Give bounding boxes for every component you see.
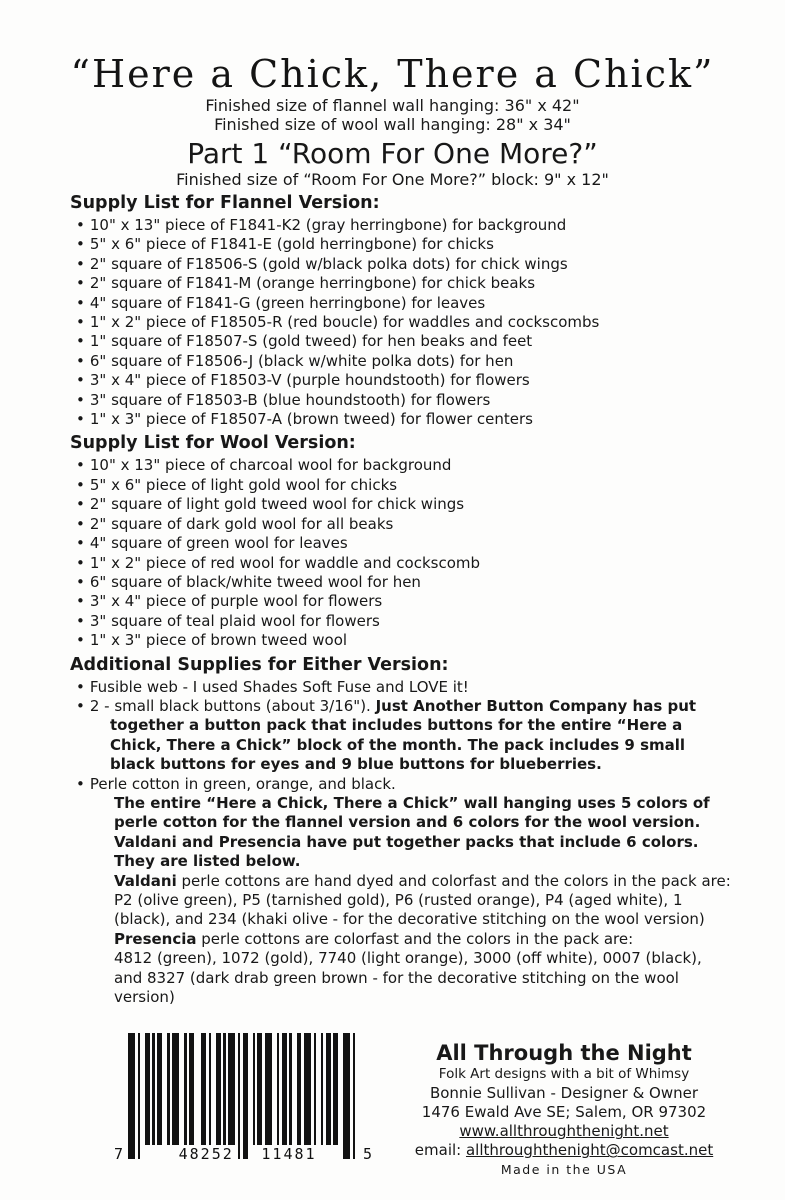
barcode-digit-trail: 5 [362, 1145, 372, 1164]
wool-list [70, 456, 733, 650]
list-item-text: 2" square of F1841-M (orange herringbone) for chick beaks [89, 274, 536, 293]
wool-size-line: Finished size of wool wall hanging: 28" x 34" [214, 115, 571, 134]
barcode-bar [321, 1033, 323, 1145]
barcode-digit-lead: 7 [114, 1145, 124, 1164]
list-item-text: 2 - small black buttons (about 3/16"). [89, 696, 376, 715]
email-line [414, 1141, 714, 1160]
list-item-text: 2" square of light gold tweed wool for chick wings [89, 495, 465, 514]
bullet-icon: • [76, 592, 85, 611]
page-title: “Here a Chick, There a Chick” [70, 52, 715, 96]
barcode-bar [157, 1033, 162, 1145]
bullet-icon: • [76, 313, 85, 332]
list-item-text: 6" square of F18506-J (black w/white polka dots) for hen [89, 351, 514, 370]
bullet-icon: • [76, 696, 85, 715]
email-label: email: [414, 1141, 466, 1160]
barcode-bar [216, 1033, 221, 1145]
list-item [76, 631, 733, 650]
barcode-bar [326, 1033, 331, 1145]
barcode-bar [257, 1033, 262, 1145]
list-item-text: 1" x 3" piece of F18507-A (brown tweed) for flower centers [89, 410, 533, 429]
bullet-icon: • [76, 553, 85, 572]
part-title: Part 1 “Room For One More?” [187, 137, 598, 170]
list-item [76, 294, 733, 313]
list-item-text: 4" square of F1841-G (green herringbone) for leaves [89, 293, 486, 312]
barcode-bar [184, 1033, 186, 1145]
list-item-text: 5" x 6" piece of light gold wool for chicks [89, 475, 398, 494]
list-item [76, 391, 733, 410]
list-item [76, 313, 733, 332]
perle-paragraph: The entire “Here a Chick, There a Chick” wall hanging uses 5 colors of perle cotton for the flannel version and 6 colors for the wool version. Valdani and Presencia have put together packs that include 6 colors. [114, 793, 710, 851]
list-item [76, 371, 733, 390]
bullet-icon: • [76, 332, 85, 351]
list-item [76, 554, 733, 573]
list-item-perle-cotton [76, 775, 733, 794]
valdani-colors: P2 (olive green), P5 (tarnished gold), P6 (rusted orange), P4 (aged white), 1 (black), and 234 (khaki olive - for the decorative stitching on the wool version) [114, 891, 705, 929]
bullet-icon: • [76, 611, 85, 630]
barcode-bar [228, 1033, 235, 1145]
list-item-text: 3" x 4" piece of purple wool for flowers [89, 592, 383, 611]
header [0, 0, 785, 189]
valdani-line [114, 872, 733, 891]
barcode-bar [333, 1033, 338, 1145]
bullet-icon: • [76, 254, 85, 273]
barcode-bar [253, 1033, 255, 1145]
footer [0, 1033, 785, 1177]
barcode-bar [128, 1033, 135, 1159]
barcode-bar [282, 1033, 287, 1145]
barcode-bar [238, 1033, 240, 1159]
list-item [76, 456, 733, 475]
barcode-digits-right: 11481 [261, 1145, 317, 1164]
owner-line: Bonnie Sullivan - Designer & Owner [429, 1084, 699, 1103]
barcode-bar [243, 1033, 248, 1159]
presencia-line [114, 930, 733, 949]
bullet-icon: • [76, 631, 85, 650]
list-item-fusible-web [76, 678, 733, 697]
list-item-text: Perle cotton in green, orange, and black. [89, 774, 396, 793]
bullet-icon: • [76, 371, 85, 390]
made-in-usa: Made in the USA [500, 1162, 628, 1178]
list-item [76, 410, 733, 429]
barcode-bar [353, 1033, 355, 1159]
additional-heading: Additional Supplies for Either Version: [70, 654, 449, 675]
list-item-text: 10" x 13" piece of charcoal wool for background [89, 456, 452, 475]
barcode-bar [189, 1033, 194, 1145]
list-item [76, 573, 733, 592]
barcode-bar [167, 1033, 169, 1145]
list-item [76, 352, 733, 371]
bullet-icon: • [76, 534, 85, 553]
barcode-bar [145, 1033, 150, 1145]
list-item [76, 235, 733, 254]
barcode-bar [201, 1033, 206, 1145]
valdani-text: perle cottons are hand dyed and colorfast and the colors in the pack are: [176, 871, 731, 890]
bullet-icon: • [76, 514, 85, 533]
list-item [76, 274, 733, 293]
company-name: All Through the Night [436, 1041, 692, 1066]
barcode-bar [277, 1033, 279, 1145]
presencia-brand: Presencia [114, 929, 197, 948]
flannel-size-line: Finished size of flannel wall hanging: 36" x 42" [205, 96, 580, 115]
list-item [76, 476, 733, 495]
list-item-text: 3" square of teal plaid wool for flowers [89, 611, 380, 630]
list-item-text: 1" square of F18507-S (gold tweed) for hen beaks and feet [89, 332, 533, 351]
barcode-bar [223, 1033, 225, 1145]
website-link: www.allthroughthenight.net [459, 1122, 669, 1141]
barcode-digits-left: 48252 [178, 1145, 234, 1164]
perle-paragraph: They are listed below. [114, 852, 301, 871]
barcode-bar [265, 1033, 272, 1145]
bullet-icon: • [76, 475, 85, 494]
list-item [76, 612, 733, 631]
list-item-text-bold: Just Another Button Company has put together a button pack that includes buttons for the entire “Here a Chick, There a Chick” block of the month. The pack includes 9 small black buttons for eyes and 9 blue buttons for blueberries. [110, 696, 697, 774]
bullet-icon: • [76, 351, 85, 370]
bullet-icon: • [76, 774, 85, 793]
bullet-icon: • [76, 572, 85, 591]
list-item-text: 10" x 13" piece of F1841-K2 (gray herringbone) for background [89, 216, 567, 234]
barcode-bars [128, 1033, 358, 1164]
list-item-text: 1" x 3" piece of brown tweed wool [89, 631, 348, 650]
barcode-bar [304, 1033, 311, 1145]
bullet-icon: • [76, 235, 85, 254]
bullet-icon: • [76, 216, 85, 234]
list-item [76, 332, 733, 351]
bullet-icon: • [76, 274, 85, 293]
presencia-text: perle cottons are colorfast and the colors in the pack are: [196, 929, 634, 948]
list-item [76, 534, 733, 553]
block-size-line: Finished size of “Room For One More?” block: 9" x 12" [176, 170, 609, 189]
wool-heading: Supply List for Wool Version: [70, 433, 356, 454]
list-item-buttons [76, 697, 733, 775]
company-tagline: Folk Art designs with a bit of Whimsy [438, 1066, 690, 1083]
list-item-text: 1" x 2" piece of F18505-R (red boucle) for waddles and cockscombs [89, 313, 600, 332]
flannel-heading: Supply List for Flannel Version: [70, 193, 380, 213]
list-item-text: 3" square of F18503-B (blue houndstooth) for flowers [89, 390, 491, 409]
bullet-icon: • [76, 293, 85, 312]
list-item [76, 592, 733, 611]
list-item-text: Fusible web - I used Shades Soft Fuse and LOVE it! [89, 677, 469, 696]
valdani-brand: Valdani [114, 871, 177, 890]
bullet-icon: • [76, 495, 85, 514]
barcode-bar [172, 1033, 179, 1145]
barcode-bar [209, 1033, 211, 1145]
barcode-bar [343, 1033, 350, 1159]
list-item [76, 216, 733, 235]
additional-list [70, 678, 733, 1008]
bullet-icon: • [76, 456, 85, 475]
barcode-bar [289, 1033, 291, 1145]
bullet-icon: • [76, 390, 85, 409]
barcode-bar [152, 1033, 154, 1145]
barcode-bar [297, 1033, 302, 1145]
presencia-colors: 4812 (green), 1072 (gold), 7740 (light orange), 3000 (off white), 0007 (black), and 8327 (dark drab green brown - for the decorative stitching on the wool version) [114, 949, 702, 1007]
list-item-text: 6" square of black/white tweed wool for hen [89, 572, 421, 591]
flannel-list [70, 216, 733, 429]
list-item-text: 2" square of F18506-S (gold w/black polka dots) for chick wings [89, 254, 568, 273]
list-item-text: 2" square of dark gold wool for all beaks [89, 514, 394, 533]
content [70, 193, 733, 1007]
list-item-text: 3" x 4" piece of F18503-V (purple houndstooth) for flowers [89, 371, 530, 390]
list-item-text: 1" x 2" piece of red wool for waddle and cockscomb [89, 553, 481, 572]
bullet-icon: • [76, 677, 85, 696]
list-item [76, 495, 733, 514]
list-item [76, 515, 733, 534]
list-item [76, 255, 733, 274]
list-item-text: 5" x 6" piece of F1841-E (gold herringbone) for chicks [89, 235, 494, 254]
list-item-text: 4" square of green wool for leaves [89, 534, 348, 553]
upc-barcode [114, 1033, 372, 1164]
barcode-bar [138, 1033, 140, 1159]
address-line: 1476 Ewald Ave SE; Salem, OR 97302 [421, 1103, 707, 1122]
barcode-bar [314, 1033, 316, 1145]
email-address: allthroughthenight@comcast.net [465, 1141, 714, 1160]
bullet-icon: • [76, 410, 85, 429]
company-block [414, 1033, 714, 1177]
